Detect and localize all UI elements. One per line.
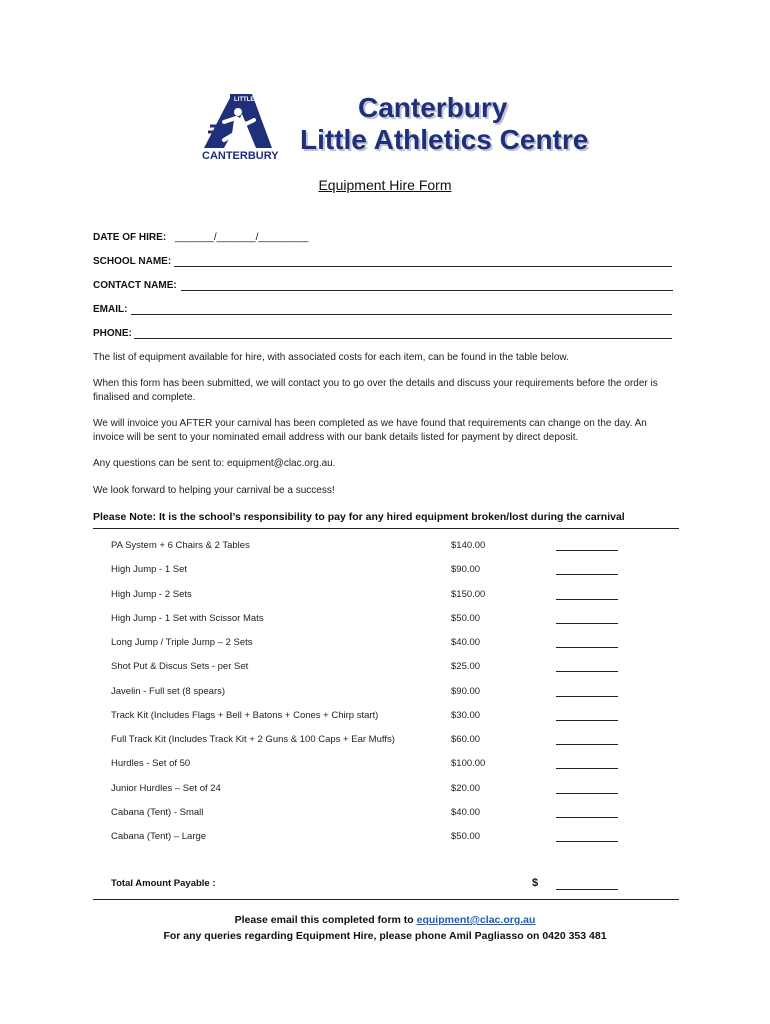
equipment-item-price: $140.00: [451, 540, 486, 551]
contact-name-input-line[interactable]: [181, 290, 673, 291]
equipment-item-price: $90.00: [451, 685, 481, 697]
phone-label: PHONE:: [93, 328, 132, 339]
equipment-item-name: Cabana (Tent) – Large: [111, 831, 207, 842]
table-row: [0, 589, 770, 605]
equipment-item-name: Long Jump / Triple Jump – 2 Sets: [111, 637, 253, 648]
invoice-paragraph: We will invoice you AFTER your carnival has been completed as we have found that requirements can change on the day. An invoice will be sent to your nominated email address with our bank details listed for payment by direct deposit.: [93, 418, 647, 443]
equipment-item-price: $50.00: [451, 831, 481, 842]
form-title: Equipment Hire Form: [318, 177, 452, 193]
equipment-item-price: $100.00: [451, 758, 486, 770]
equipment-item-name: Cabana (Tent) - Small: [111, 806, 204, 818]
quantity-input-line[interactable]: [556, 841, 618, 842]
equipment-item-name: Full Track Kit (Includes Track Kit + 2 Guns & 100 Caps + Ear Muffs): [111, 734, 395, 745]
table-row: [0, 686, 770, 702]
logo-top-text: LITTLE: [234, 97, 255, 103]
phone-input-line[interactable]: [134, 338, 672, 339]
contact-paragraph: When this form has been submitted, we will contact you to go over the details and discuss your requirements before the order is finalised and complete.: [93, 378, 658, 403]
closing-paragraph: We look forward to helping your carnival be a success!: [93, 485, 335, 496]
equipment-item-name: High Jump - 1 Set: [111, 564, 188, 576]
logo-bottom-text: CANTERBURY: [202, 150, 279, 162]
equipment-item-price: $150.00: [451, 588, 486, 600]
canterbury-logo: [194, 90, 290, 162]
total-amount-label: Total Amount Payable :: [111, 878, 216, 889]
table-row: [0, 540, 770, 556]
email-instruction-text: Please email this completed form to: [234, 914, 417, 926]
table-row: [0, 831, 770, 847]
date-of-hire-field[interactable]: [93, 232, 308, 243]
org-name-line2: Little Athletics Centre: [300, 124, 589, 155]
divider: [93, 528, 679, 529]
equipment-item-price: $60.00: [451, 734, 481, 745]
questions-paragraph: Any questions can be sent to: equipment@clac.org.au.: [93, 458, 336, 469]
email-label: EMAIL:: [93, 304, 128, 315]
school-name-label: SCHOOL NAME:: [93, 256, 172, 267]
table-row: [0, 710, 770, 726]
date-of-hire-label: DATE OF HIRE:: [93, 232, 167, 243]
table-row: [0, 637, 770, 653]
table-row: [0, 661, 770, 677]
equipment-item-name: Junior Hurdles – Set of 24: [111, 782, 221, 794]
total-currency-symbol: $: [532, 877, 539, 889]
table-row: [0, 758, 770, 774]
quantity-input-line[interactable]: [556, 599, 618, 600]
divider: [93, 899, 679, 900]
quantity-input-line[interactable]: [556, 793, 618, 794]
table-row: [0, 734, 770, 750]
email-instruction: [0, 914, 770, 926]
quantity-input-line[interactable]: [556, 768, 618, 769]
phone-instruction: For any queries regarding Equipment Hire, please phone Amil Pagliasso on 0420 353 481: [163, 930, 607, 942]
equipment-item-name: Track Kit (Includes Flags + Bell + Batons + Cones + Chirp start): [111, 709, 379, 721]
equipment-item-name: High Jump - 1 Set with Scissor Mats: [111, 612, 264, 624]
date-of-hire-blank[interactable]: _______/_______/_________: [174, 232, 309, 243]
equipment-item-name: Shot Put & Discus Sets - per Set: [111, 661, 249, 673]
quantity-input-line[interactable]: [556, 647, 618, 648]
equipment-item-price: $40.00: [451, 806, 481, 818]
contact-name-label: CONTACT NAME:: [93, 280, 177, 291]
quantity-input-line[interactable]: [556, 623, 618, 624]
quantity-input-line[interactable]: [556, 550, 618, 551]
equipment-item-price: $30.00: [451, 709, 481, 721]
email-input-line[interactable]: [131, 314, 672, 315]
table-row: [0, 564, 770, 580]
equipment-item-name: High Jump - 2 Sets: [111, 588, 192, 600]
equipment-item-price: $40.00: [451, 637, 481, 648]
responsibility-note: Please Note: It is the school’s responsibility to pay for any hired equipment broken/lost during the carnival: [93, 511, 625, 523]
intro-paragraph: The list of equipment available for hire, with associated costs for each item, can be found in the table below.: [93, 352, 569, 363]
quantity-input-line[interactable]: [556, 671, 618, 672]
quantity-input-line[interactable]: [556, 696, 618, 697]
equipment-item-price: $90.00: [451, 564, 481, 576]
total-amount-input-line[interactable]: [556, 889, 618, 890]
equipment-email-link[interactable]: equipment@clac.org.au: [416, 914, 536, 926]
equipment-item-price: $25.00: [451, 661, 481, 673]
quantity-input-line[interactable]: [556, 574, 618, 575]
org-name-line1: Canterbury: [358, 92, 508, 123]
table-row: [0, 807, 770, 823]
table-row: [0, 783, 770, 799]
school-name-input-line[interactable]: [174, 266, 672, 267]
equipment-item-name: PA System + 6 Chairs & 2 Tables: [111, 540, 250, 551]
quantity-input-line[interactable]: [556, 817, 618, 818]
equipment-item-price: $50.00: [451, 612, 481, 624]
table-row: [0, 613, 770, 629]
equipment-item-price: $20.00: [451, 782, 481, 794]
equipment-item-name: Javelin - Full set (8 spears): [111, 685, 226, 697]
equipment-item-name: Hurdles - Set of 50: [111, 758, 191, 770]
quantity-input-line[interactable]: [556, 720, 618, 721]
quantity-input-line[interactable]: [556, 744, 618, 745]
